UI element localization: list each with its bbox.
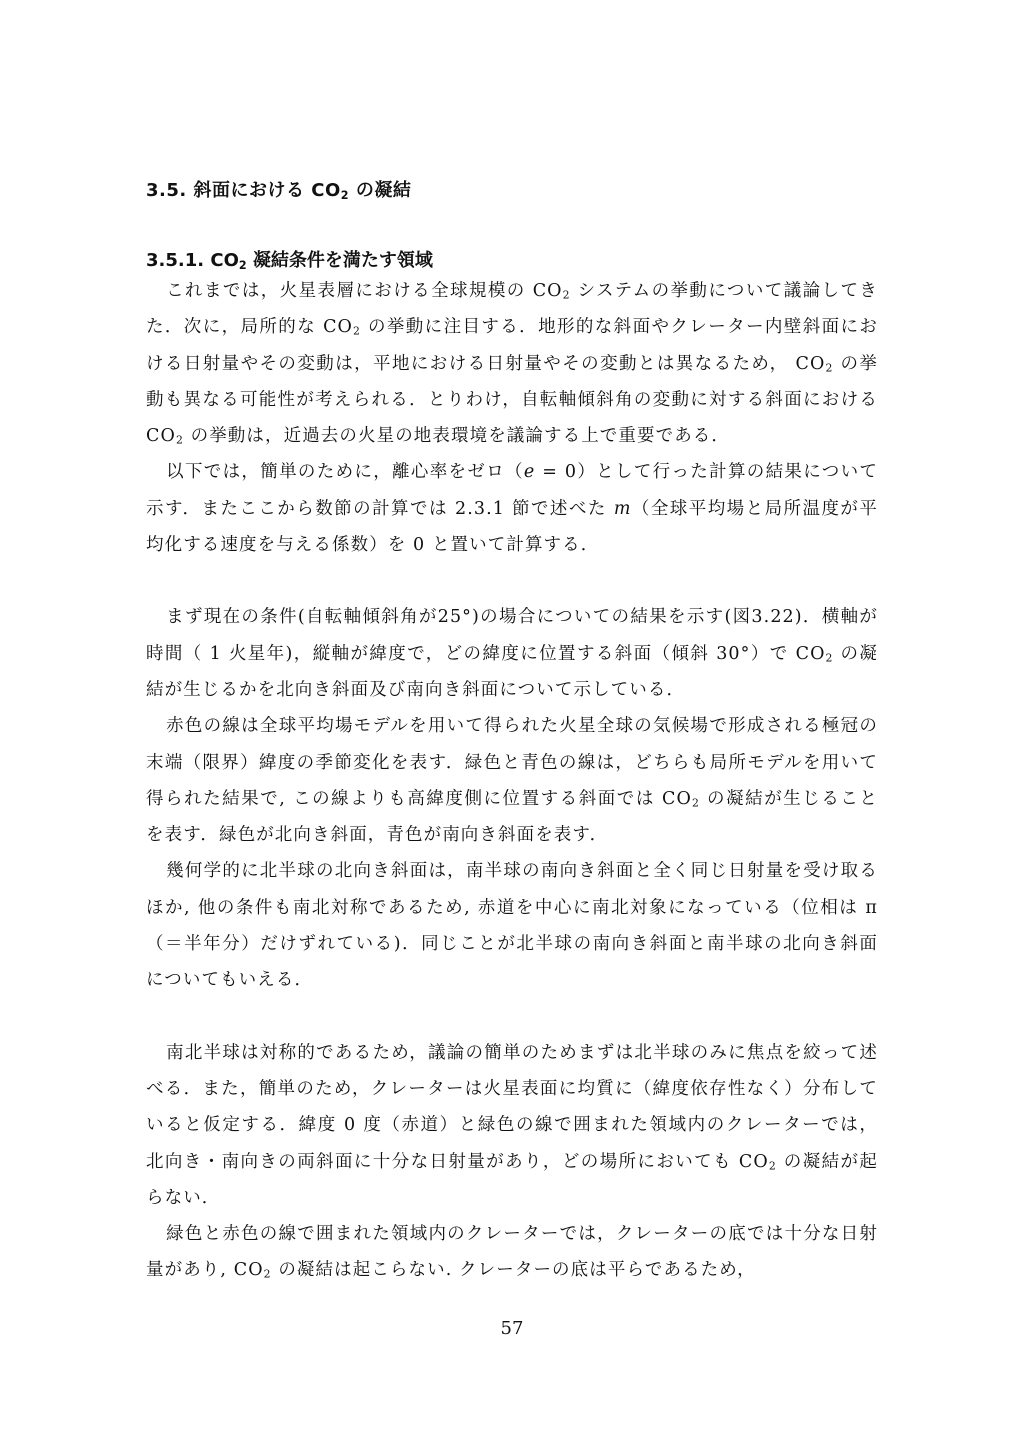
- section-heading: 3.5. 斜面における $CO_2$ の凝結: [146, 180, 412, 202]
- paragraph-crater-floor: 緑色と赤色の線で囲まれた領域内のクレーターでは，クレーターの底では十分な日射量があり, $CO_2$ の凝結は起こらない. クレーターの底は平らであるため，: [146, 1224, 878, 1282]
- paragraph-northern-hemisphere: 南北半球は対称的であるため，議論の簡単のためまずは北半球のみに焦点を絞って述べる．また，簡単のため，クレーターは火星表面に均質に（緯度依存性なく）分布していると仮定する．緯度 0 度（赤道）と緑色の線で囲まれた領域内のクレーターでは，北向き・南向きの両斜面に十分な日射量があり，どの場所においても $CO_2$ の凝結が起らない．: [146, 1042, 878, 1208]
- paragraph-current-condition: まず現在の条件(自転軸傾斜角が25°)の場合についての結果を示す(図3.22)．横軸が時間（ 1 火星年)，縦軸が緯度で，どの緯度に位置する斜面（傾斜 30°）で $CO_2$ の凝結が生じるかを北向き斜面及び南向き斜面について示している．: [146, 607, 878, 700]
- paragraph-intro: これまでは，火星表層における全球規模の $CO_2$ システムの挙動について議論してきた．次に，局所的な $CO_2$ の挙動に注目する．地形的な斜面やクレーター内壁斜面における日射量やその変動は，平地における日射量やその変動とは異なるため， $CO_2$ の挙動も異なる可能性が考えられる．とりわけ，自転軸傾斜角の変動に対する斜面における $CO_2$ の挙動は，近過去の火星の地表環境を議論する上で重要である．: [146, 281, 879, 447]
- paragraph-assumptions: 以下では，簡単のために，離心率をゼロ（e = 0）として行った計算の結果について示す．またここから数節の計算では 2.3.1 節で述べた m（全球平均場と局所温度が平均化する速度を与える係数）を 0 と置いて計算する．: [146, 462, 878, 556]
- paragraph-symmetry: 幾何学的に北半球の北向き斜面は，南半球の南向き斜面と全く同じ日射量を受け取るほか, 他の条件も南北対称であるため, 赤道を中心に南北対象になっている（位相は π （＝半年分）だけずれている)．同じことが北半球の南向き斜面と南半球の北向き斜面についてもいえる．: [146, 861, 878, 991]
- page-number: 57: [500, 1318, 524, 1339]
- subsection-heading: 3.5.1. $CO_2$ 凝結条件を満たす領域: [146, 250, 433, 272]
- body-text-block-1: [146, 273, 878, 1289]
- paragraph-line-colors: 赤色の線は全球平均場モデルを用いて得られた火星全球の気候場で形成される極冠の末端（限界）緯度の季節変化を表す．緑色と青色の線は，どちらも局所モデルを用いて得られた結果で, この線よりも高緯度側に位置する斜面では $CO_2$ の凝結が生じることを表す．緑色が北向き斜面，青色が南向き斜面を表す．: [146, 716, 879, 846]
